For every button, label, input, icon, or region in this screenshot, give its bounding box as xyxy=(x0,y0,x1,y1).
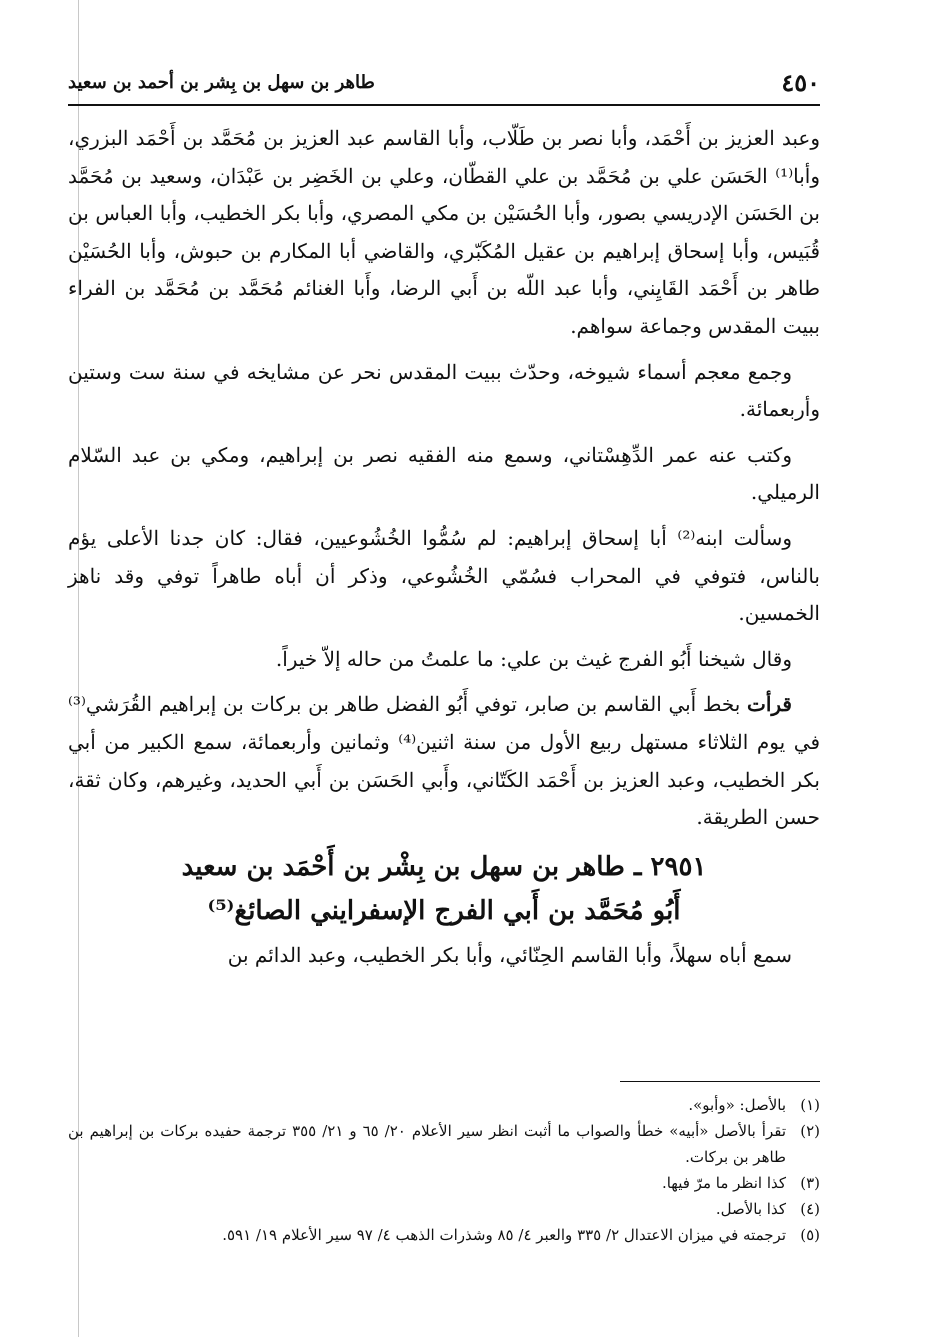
entry-heading xyxy=(68,845,820,933)
footnote-number: (٢) xyxy=(800,1122,820,1140)
paragraph: وجمع معجم أسماء شيوخه، وحدّث ببيت المقدس نحر عن مشايخه في سنة ست وستين وأربعمائة. xyxy=(68,359,820,422)
paragraph: سمع أباه سهلاً، وأبا القاسم الحِنّائي، وأبا بكر الخطيب، وعبد الدائم بن xyxy=(227,942,792,967)
entry-heading-line-2: أَبُو مُحَمَّد بن أَبي الفرج الإسفرايني الصائغ⁽⁵⁾ xyxy=(207,895,681,926)
footnote-text: بالأصل: «وأبو». xyxy=(688,1096,786,1114)
footnote xyxy=(68,1118,820,1170)
header-rule xyxy=(68,104,820,106)
running-title: طاهر بن سهل بن بِشر بن أحمد بن سعيد xyxy=(68,72,375,93)
footnote-text: ترجمته في ميزان الاعتدال ٢/ ٣٣٥ والعبر ٤/ ٨٥ وشذرات الذهب ٤/ ٩٧ سير الأعلام ١٩/ ٥٩١. xyxy=(222,1226,786,1244)
paragraph: وعبد العزيز بن أَحْمَد، وأبا نصر بن طَلّاب، وأبا القاسم عبد العزيز بن مُحَمَّد بن أَحْمَد البزري، وأبا⁽¹⁾ الحَسَن علي بن مُحَمَّد بن علي القطّان، وعلي بن الخَضِر بن عَبْدَان، وسعيد بن مُحَمَّد بن الحَسَن الإدريسي بصور، وأبا الحُسَيْن بن مكي المصري، وأبا بكر الخطيب، وأبا العباس بن قُبَيس، وأبا إسحاق إبراهيم بن عقيل المُكَبّري، والقاضي أبا المكارم بن حبوش، وأبا الحُسَيْن طاهر بن أَحْمَد القَايِني، وأبا عبد اللّه بن أَبي الرضا، وأَبا الغنائم مُحَمَّد بن مُحَمَّد بن الفراء ببيت المقدس وجماعة سواهم. xyxy=(68,126,820,338)
footnote-text: كذا بالأصل. xyxy=(715,1200,786,1218)
footnote-text: تقرأ بالأصل «أبيه» خطأ والصواب ما أثبت انظر سير الأعلام ٢٠/ ٦٥ و ٢١/ ٣٥٥ ترجمة حفيده بركات بن إبراهيم بن طاهر بن بركات. xyxy=(68,1122,787,1166)
footnotes xyxy=(68,1092,820,1248)
paragraph-lead-word: قرأت xyxy=(747,692,792,717)
main-text xyxy=(68,120,820,982)
footnote xyxy=(68,1222,820,1248)
paragraph: وكتب عنه عمر الدِّهِسْتاني، وسمع منه الفقيه نصر بن إبراهيم، ومكي بن عبد السّلام الرميلي. xyxy=(68,442,820,505)
footnote-number: (١) xyxy=(800,1096,820,1114)
footnote xyxy=(68,1170,820,1196)
page-header xyxy=(68,68,820,106)
paragraph: وسألت ابنه⁽²⁾ أبا إسحاق إبراهيم: لم سُمُّوا الخُشُوعيين، فقال: كان جدنا الأعلى يؤم بالناس، فتوفي في المحراب فسُمّي الخُشُوعي، وذكر أن أباه طاهراً توفي وقد ناهز الخمسين. xyxy=(68,525,820,626)
paragraph: وقال شيخنا أَبُو الفرج غيث بن علي: ما علمتُ من حاله إلاّ خيراً. xyxy=(275,646,792,671)
paragraph-text: بخط أَبي القاسم بن صابر، توفي أَبُو الفضل طاهر بن بركات بن إبراهيم القُرَشي⁽³⁾ في يوم الثلاثاء مستهل ربيع الأول من سنة اثنين⁽⁴⁾ وثمانين وأربعمائة، سمع الكبير من أبي بكر الخطيب، وعبد العزيز بن أَحْمَد الكَتّاني، وأَبي الحَسَن بن أَبي الحديد، وغيرهم، وكان ثقة، حسن الطريقة. xyxy=(68,692,821,830)
footnote-number: (٤) xyxy=(800,1200,820,1218)
footnote-number: (٣) xyxy=(800,1174,820,1192)
footnote-text: كذا انظر ما مرّ فيها. xyxy=(661,1174,786,1192)
footnote-rule xyxy=(620,1081,820,1082)
footnote xyxy=(68,1196,820,1222)
footnote xyxy=(68,1092,820,1118)
paragraph-qarat xyxy=(68,686,820,836)
footnote-number: (٥) xyxy=(800,1226,820,1244)
entry-heading-line-1: ٢٩٥١ ـ طاهر بن سهل بن بِشْر بن أَحْمَد بن سعيد xyxy=(181,851,707,882)
page-number: ٤٥٠ xyxy=(781,68,820,97)
